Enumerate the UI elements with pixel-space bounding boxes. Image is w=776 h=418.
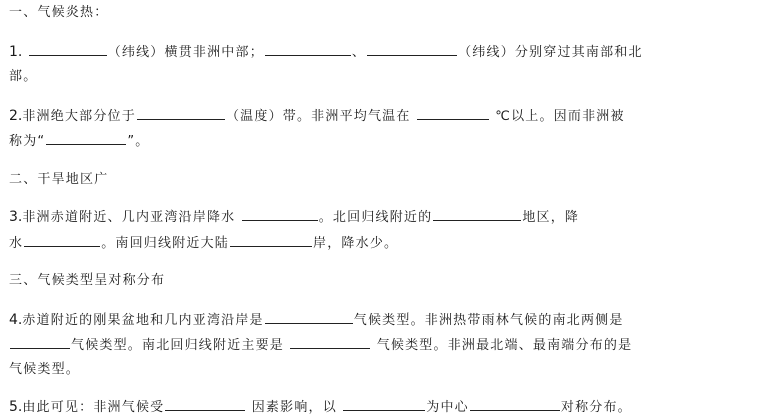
answer-blank-12[interactable] — [10, 336, 70, 349]
answer-blank-8[interactable] — [433, 208, 521, 221]
question-4-text-d: 气候类型。非洲最北端、最南端分布的是 — [376, 338, 633, 353]
answer-blank-14[interactable] — [165, 398, 245, 411]
question-1-line-1 — [9, 43, 768, 62]
question-3-text-e: 。南回归线附近大陆 — [101, 236, 230, 251]
answer-blank-1[interactable] — [29, 43, 107, 56]
question-1-text-b: 、 — [351, 45, 367, 60]
question-1-text-d: 部。 — [9, 69, 38, 84]
question-4-text-e: 气候类型。 — [9, 362, 81, 377]
question-3-line-1 — [9, 208, 768, 227]
question-4-line-3 — [9, 361, 768, 379]
question-5-number: 5. — [9, 399, 23, 415]
question-1-text-a: （纬线）横贯非洲中部； — [107, 45, 264, 60]
question-2-number: 2. — [9, 108, 23, 124]
question-3-text-b: 。北回归线附近的 — [318, 210, 433, 225]
section-3-title: 三、气候类型呈对称分布 — [9, 273, 166, 288]
question-4-text-a: 赤道附近的刚果盆地和几内亚湾沿岸是 — [22, 313, 264, 328]
question-3-number: 3. — [9, 209, 23, 225]
answer-blank-7[interactable] — [242, 208, 318, 221]
answer-blank-13[interactable] — [290, 336, 370, 349]
question-4-text-b: 气候类型。非洲热带雨林气候的南北两侧是 — [353, 313, 624, 328]
question-1-line-2 — [9, 68, 768, 86]
question-3-text-a: 非洲赤道附近、几内亚湾沿岸降水 — [22, 210, 236, 225]
question-2-line-2 — [9, 132, 768, 151]
section-1-title: 一、气候炎热： — [9, 5, 109, 20]
section-2-title: 二、干旱地区广 — [9, 172, 109, 187]
question-1-text-c: （纬线）分别穿过其南部和北 — [458, 45, 643, 60]
question-5-text-c: 为中心 — [426, 400, 469, 415]
answer-blank-6[interactable] — [46, 132, 126, 145]
question-5-text-b: 因素影响，以 — [251, 400, 337, 415]
question-2-text-a: 非洲绝大部分位于 — [22, 109, 136, 124]
question-4-number: 4. — [9, 312, 23, 328]
section-3-heading — [9, 272, 768, 290]
answer-blank-16[interactable] — [470, 398, 560, 411]
answer-blank-5[interactable] — [417, 107, 489, 120]
question-3-text-d: 水 — [9, 236, 24, 251]
answer-blank-2[interactable] — [265, 43, 351, 56]
question-3-text-c: 地区，降 — [522, 210, 580, 225]
answer-blank-11[interactable] — [265, 311, 353, 324]
section-1-heading — [9, 4, 768, 22]
question-1-number: 1. — [9, 44, 23, 60]
question-4-text-c: 气候类型。南北回归线附近主要是 — [71, 338, 285, 353]
question-3-line-2 — [9, 234, 768, 253]
question-2-text-c: ℃以上。因而非洲被 — [495, 109, 625, 124]
question-2-text-d: 称为“ — [9, 134, 46, 149]
question-5-line-1 — [9, 398, 768, 417]
question-5-text-d: 对称分布。 — [560, 400, 632, 415]
answer-blank-4[interactable] — [137, 107, 225, 120]
answer-blank-10[interactable] — [230, 234, 312, 247]
question-4-line-1 — [9, 311, 768, 330]
question-5-text-a: 由此可见：非洲气候受 — [22, 400, 165, 415]
section-2-heading — [9, 171, 768, 189]
question-2-line-1 — [9, 107, 768, 126]
question-2-text-b: （温度）带。非洲平均气温在 — [225, 109, 411, 124]
question-3-text-f: 岸，降水少。 — [313, 236, 399, 251]
answer-blank-9[interactable] — [24, 234, 100, 247]
question-4-line-2 — [9, 336, 768, 355]
answer-blank-3[interactable] — [367, 43, 457, 56]
answer-blank-15[interactable] — [343, 398, 425, 411]
question-2-text-e: ”。 — [127, 134, 150, 149]
